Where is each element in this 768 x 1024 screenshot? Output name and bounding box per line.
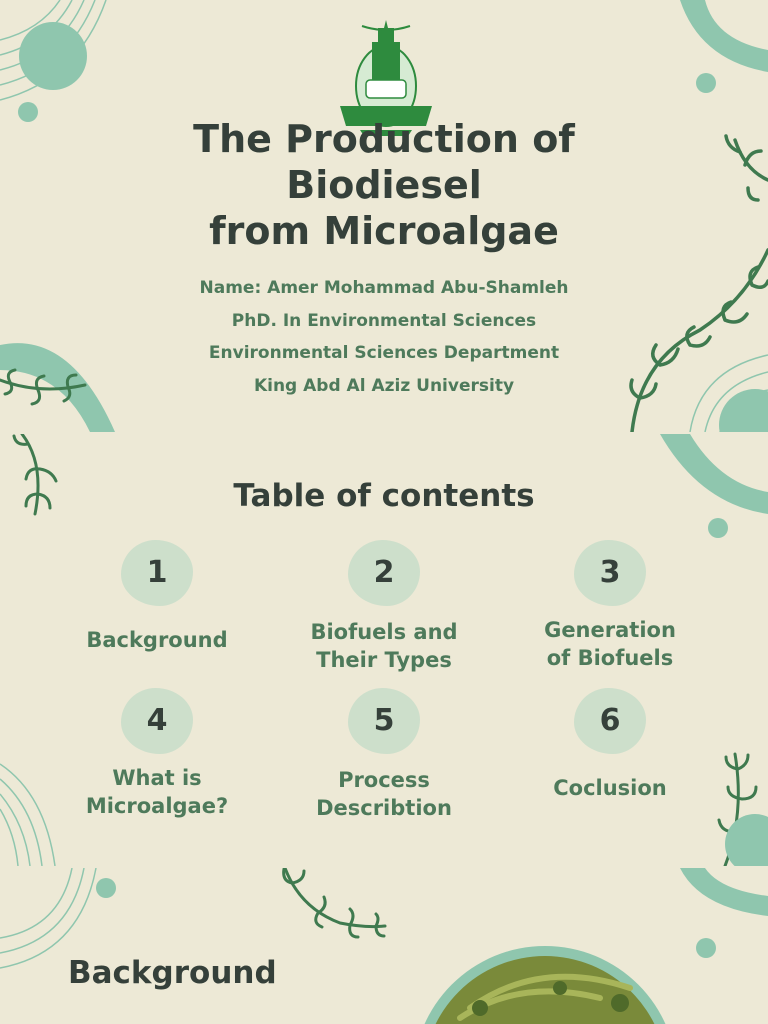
toc-item-5[interactable] <box>284 688 484 822</box>
toc-item-4[interactable] <box>57 688 257 820</box>
toc-number: 3 <box>574 540 646 606</box>
circle-decoration <box>19 22 87 90</box>
slide3-decoration <box>0 868 768 1024</box>
seaweed-top-left <box>14 434 56 514</box>
title-slide <box>0 0 768 432</box>
toc-label: Biofuels and Their Types <box>310 620 458 672</box>
toc-label: What is Microalgae? <box>85 766 229 818</box>
author-name: Name: Amer Mohammad Abu-Shamleh <box>199 278 569 298</box>
background-slide <box>0 868 768 1024</box>
author-university: King Abd Al Aziz University <box>253 375 515 396</box>
toc-number: 1 <box>121 540 193 606</box>
presentation-title: The Production of Biodiesel from Microalgae <box>193 117 575 253</box>
toc-item-1[interactable] <box>57 540 257 654</box>
toc-label: Generation of Biofuels <box>544 618 676 670</box>
toc-item-6[interactable] <box>510 688 710 802</box>
toc-item-2[interactable] <box>284 540 484 674</box>
toc-label: Process Describtion <box>316 768 452 820</box>
toc-label: Background <box>86 628 228 652</box>
author-info <box>84 272 684 402</box>
seaweed-top <box>284 868 385 937</box>
toc-label: Coclusion <box>553 776 667 800</box>
table-of-contents-slide <box>0 434 768 866</box>
arc-top-right <box>680 0 768 72</box>
toc-item-3[interactable] <box>510 540 710 672</box>
concentric-arcs-top-left <box>0 868 96 968</box>
dot-decoration <box>18 102 38 122</box>
toc-title: Table of contents <box>233 478 535 514</box>
author-department: Environmental Sciences Department <box>208 343 560 363</box>
toc-number: 6 <box>574 688 646 754</box>
toc-number: 4 <box>121 688 193 754</box>
toc-number: 5 <box>348 688 420 754</box>
concentric-arcs-bottom-left <box>0 764 55 866</box>
author-degree: PhD. In Environmental Sciences <box>231 310 537 331</box>
toc-number: 2 <box>348 540 420 606</box>
background-title: Background <box>68 955 277 991</box>
